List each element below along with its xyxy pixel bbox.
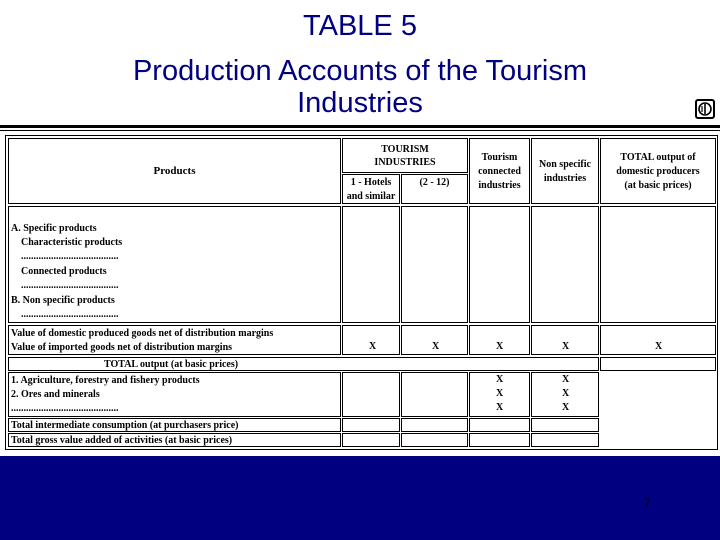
empty-cell (469, 418, 530, 432)
header-connected-3: industries (478, 180, 521, 191)
x-mark: X (562, 388, 570, 399)
empty-cell (469, 206, 530, 323)
x-mark: X (496, 341, 504, 352)
header-tourism-industries-1: TOURISM (381, 144, 429, 155)
header-hotels-2: and similar (346, 191, 396, 202)
empty-cell (401, 372, 468, 417)
header-total-2: domestic producers (616, 166, 700, 177)
title-line-3: Industries (297, 87, 423, 119)
title-line-1: TABLE 5 (303, 10, 417, 42)
products-block-cell (8, 206, 341, 323)
empty-cell (342, 206, 400, 323)
header-tourism-industries-2: INDUSTRIES (374, 157, 436, 168)
title-rule (0, 125, 720, 128)
header-products: Products (153, 165, 196, 177)
x-mark: X (562, 341, 570, 352)
x-mark: X (496, 402, 504, 413)
specific-products: A. Specific products (11, 223, 97, 234)
header-total-3: (at basic prices) (624, 180, 692, 191)
un-wto-logo-icon (695, 99, 715, 119)
header-total-cell (600, 138, 716, 204)
x-cell (342, 325, 400, 355)
total-gva-cell (8, 433, 341, 447)
header-nonspecific-2: industries (543, 173, 587, 184)
x-mark: X (655, 341, 663, 352)
empty-cell (531, 418, 599, 432)
empty-cell (342, 418, 400, 432)
x-mark: X (432, 341, 440, 352)
empty-cell (531, 206, 599, 323)
title-rule-thin (0, 130, 720, 131)
header-range-cell (401, 174, 468, 204)
header-hotels-cell (342, 174, 400, 204)
x-mark: X (496, 388, 504, 399)
empty-cell (401, 206, 468, 323)
header-connected-1: Tourism (481, 152, 518, 163)
footer-band (0, 456, 720, 540)
empty-cell (600, 357, 716, 371)
x-cell (600, 325, 716, 355)
empty-cell (401, 418, 468, 432)
nonspecific-products: B. Non specific products (11, 295, 115, 306)
total-output-row (8, 357, 599, 371)
total-gva-label: Total gross value added of activities (at basic prices) (11, 435, 233, 446)
header-hotels-1: 1 - Hotels (350, 177, 392, 188)
total-output-label: TOTAL output (at basic prices) (104, 359, 239, 370)
dots-line-2: ....................................... (21, 280, 119, 291)
header-connected-2: connected (478, 166, 521, 177)
header-connected-cell (469, 138, 530, 204)
x-mark: X (369, 341, 377, 352)
header-total-1: TOTAL output of (620, 152, 696, 163)
x-mark: X (496, 374, 504, 385)
header-products-cell (8, 138, 341, 204)
x-mark: X (562, 374, 570, 385)
inputs-block-cell (8, 372, 341, 417)
input-agriculture: 1. Agriculture, forestry and fishery products (11, 375, 200, 386)
total-intermediate-cell (8, 418, 341, 432)
title-line-2: Production Accounts of the Tourism (132, 55, 588, 87)
connected-products: Connected products (21, 266, 107, 277)
value-domestic: Value of domestic produced goods net of distribution margins (11, 328, 274, 339)
header-tourism-industries-cell (342, 138, 468, 173)
production-accounts-table (5, 135, 718, 450)
empty-cell (600, 206, 716, 323)
header-nonspecific-cell (531, 138, 599, 204)
value-rows-cell (8, 325, 341, 355)
x-cell (469, 325, 530, 355)
header-range: (2 - 12) (419, 177, 450, 188)
dots-line-3: ....................................... (21, 309, 119, 320)
x-cell (401, 325, 468, 355)
x-column-cell (469, 372, 530, 417)
x-column-cell (531, 372, 599, 417)
empty-cell (342, 372, 400, 417)
x-mark: X (562, 402, 570, 413)
value-imported: Value of imported goods net of distribution margins (11, 342, 233, 353)
empty-cell (401, 433, 468, 447)
input-ores: 2. Ores and minerals (11, 389, 100, 400)
empty-cell (531, 433, 599, 447)
x-cell (531, 325, 599, 355)
characteristic-products: Characteristic products (21, 237, 123, 248)
empty-cell (342, 433, 400, 447)
page-number: 7 (644, 496, 651, 510)
header-nonspecific-1: Non specific (539, 159, 591, 170)
total-intermediate-label: Total intermediate consumption (at purchasers price) (11, 420, 239, 431)
input-dots: ........................................... (11, 403, 119, 414)
empty-cell (469, 433, 530, 447)
dots-line-1: ....................................... (21, 251, 119, 262)
